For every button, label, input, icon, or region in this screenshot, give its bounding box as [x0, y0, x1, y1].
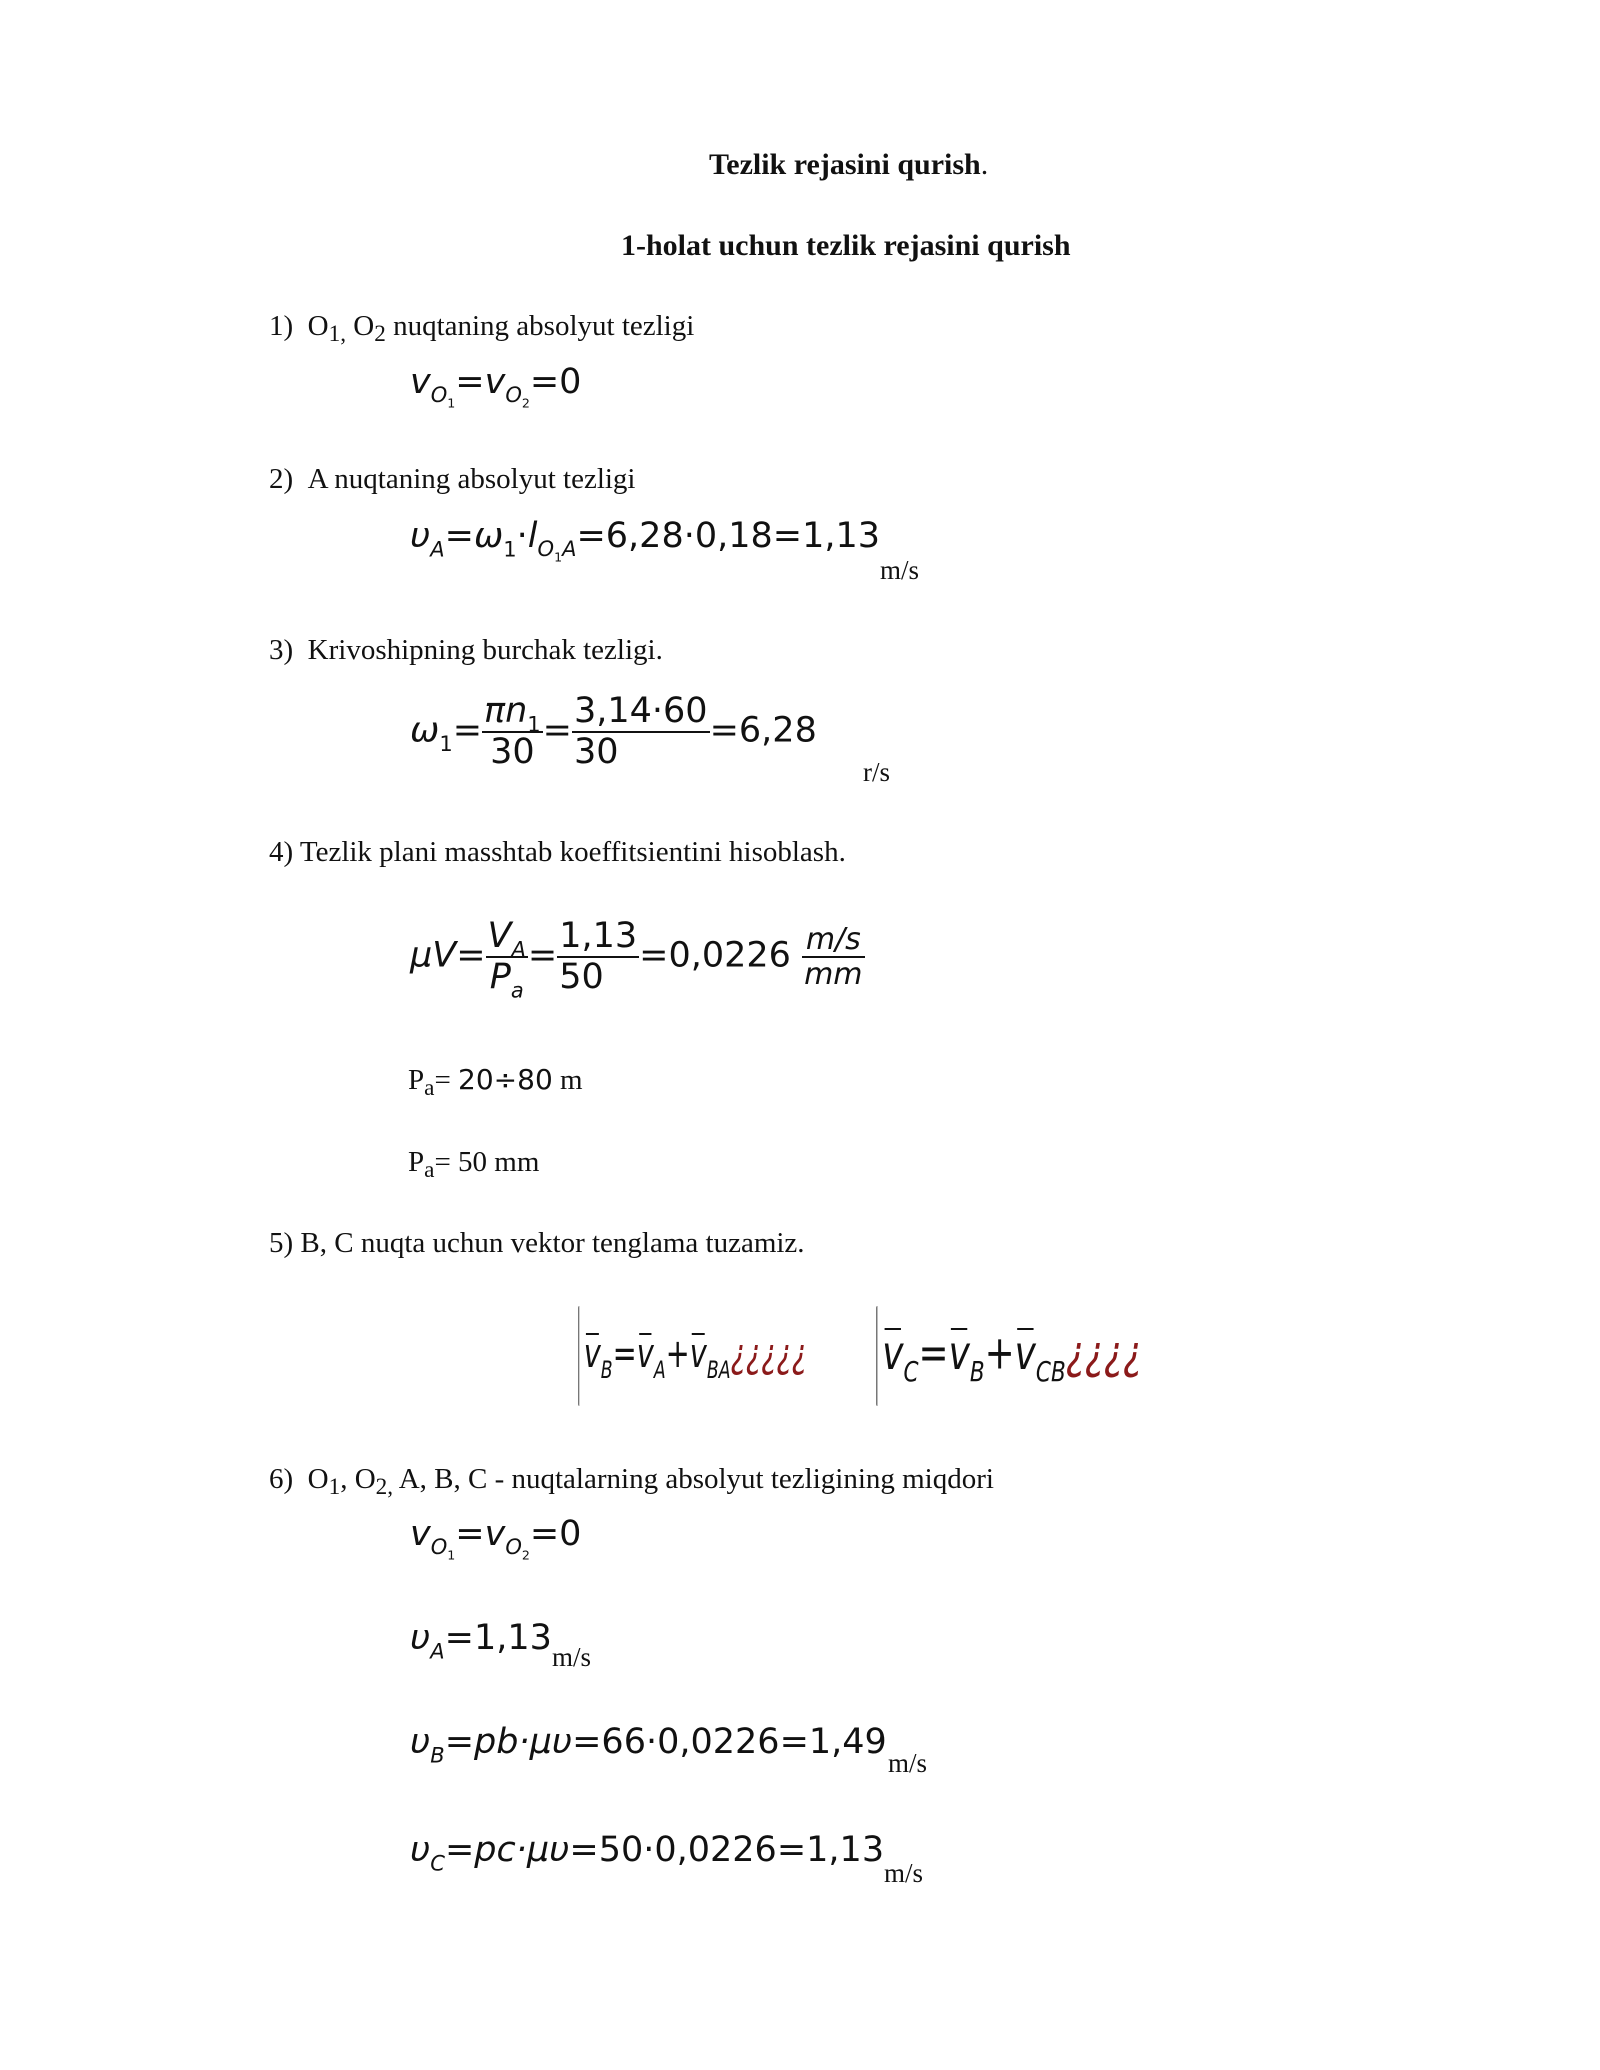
pa-range: $P_a= 20\div 80$ m — [408, 1063, 583, 1101]
page-subtitle: 1-holat uchun tezlik rejasini qurish — [621, 229, 1071, 262]
item-2-heading: 2) A nuqtaning absolyut tezligi — [269, 463, 636, 495]
pa-value: $P_a= 50$ mm — [408, 1146, 540, 1183]
vector-equation-c: $v_C=v_B+v_{CB}¿¿¿¿$ — [876, 1306, 1142, 1406]
equation-velocity-b: $\upsilon_B=pb\cdot\mu\upsilon=66\cdot 0,0226=1,49$ — [410, 1722, 887, 1768]
equation-scale-coefficient: μV= $\frac{V_A}{P_a}$ = $\frac{1,13}{50}$ =0,0226 $\frac{m/s}{mm}$ — [410, 916, 863, 1002]
unit-m-s: m/s — [884, 1858, 924, 1888]
vector-equation-b: $v_B=v_A+v_{BA}¿¿¿¿¿$ — [578, 1306, 807, 1406]
equation-v-o-zero: $v_{O_1}=v_{O_2}=0$ — [410, 362, 582, 412]
left-brace — [578, 1306, 579, 1406]
item-4-heading: 4) Tezlik plani masshtab koeffitsientini hisoblash. — [269, 836, 846, 868]
left-brace — [876, 1306, 878, 1406]
item-1-heading: 1) $O_{1,}$ $O_2$ nuqtaning absolyut tezligi — [269, 310, 695, 347]
item-6-heading: 6) $O_1$, $O_{2,}$ A, B, C - nuqtalarning absolyut tezligining miqdori — [269, 1463, 994, 1500]
unit-r-s: r/s — [863, 757, 890, 787]
equation-v-o-zero-2: $v_{O_1}=v_{O_2}=0$ — [410, 1514, 582, 1564]
equation-velocity-c: $\upsilon_C=pc\cdot\mu\upsilon=50\cdot 0,0226=1,13$ — [410, 1830, 885, 1876]
page-title: Tezlik rejasini qurish. — [709, 148, 989, 181]
equation-velocity-a: $\upsilon_A=\omega_1\cdot l_{O_1A}=6,28\cdot 0,18=1,13$ — [410, 516, 881, 566]
item-5-heading: 5) B, C nuqta uchun vektor tenglama tuzamiz. — [269, 1227, 805, 1259]
equation-velocity-a-value: $\upsilon_A=1,13$ — [410, 1618, 552, 1664]
unit-m-s: m/s — [552, 1642, 592, 1672]
equation-angular-velocity: $\omega_1=$ $\frac{\pi n_1}{30}$ = $\frac{3,14\cdot 60}{30}$ =6,28 — [410, 691, 817, 772]
item-3-heading: 3) Krivoshipning burchak tezligi. — [269, 634, 663, 666]
unit-m-s: m/s — [888, 1748, 928, 1778]
unit-m-s: m/s — [880, 555, 920, 585]
